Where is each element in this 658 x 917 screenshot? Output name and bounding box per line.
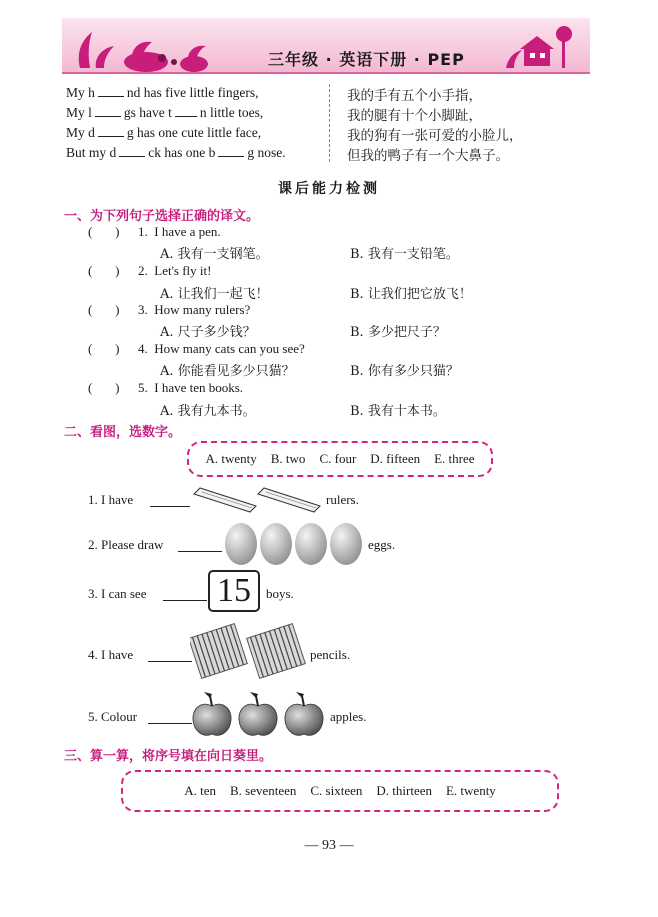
header-underline (62, 72, 590, 74)
item5-answer-blank[interactable] (148, 722, 192, 724)
option-a: A. ten (184, 783, 216, 798)
egg-icon (225, 523, 257, 565)
item2-pre: 2. Please draw (88, 537, 164, 552)
q5-bracket[interactable]: ( ) (88, 380, 120, 395)
part3-options-box (121, 770, 559, 812)
item4-answer-blank[interactable] (148, 660, 192, 662)
apple-icon (239, 692, 277, 735)
part3-heading: 三、算一算，将序号填在向日葵里。 (64, 749, 273, 764)
part1-heading: 一、为下列句子选择正确的译文。 (64, 209, 260, 224)
apple-icon (285, 692, 323, 735)
section-title: 课后能力检测 (278, 181, 380, 197)
q1-option-a[interactable]: A. 我有一支钢笔。 (160, 247, 269, 262)
option-c: C. sixteen (310, 783, 363, 798)
q2-text: 2. Let's fly it! (138, 263, 212, 278)
q3-option-b[interactable]: B. 多少把尺子？ (350, 325, 446, 340)
header-title: 三年级 · 英语下册 · PEP (268, 50, 465, 69)
poem-divider (329, 84, 330, 162)
apple-icon (193, 692, 231, 735)
ruler-pictures (192, 486, 322, 514)
poem-line-4: But my d ck has one b g nose. (66, 145, 286, 160)
item5-post: apples. (330, 709, 367, 724)
item1-post: rulers. (326, 492, 359, 507)
option-e: E. three (434, 451, 475, 466)
number-card: 15 (208, 570, 260, 612)
pencil-bundle-icon (247, 624, 306, 679)
item2-post: eggs. (368, 537, 396, 552)
pencil-bundle-pictures (190, 622, 306, 680)
q5-option-b[interactable]: B. 我有十本书。 (350, 404, 446, 419)
q1-option-b[interactable]: B. 我有一支铅笔。 (350, 247, 459, 262)
egg-pictures (224, 522, 366, 566)
option-b: B. seventeen (229, 783, 297, 798)
option-c: C. four (319, 451, 357, 466)
egg-icon (295, 523, 327, 565)
poem-line-1: My h nd has five little fingers, (66, 85, 259, 100)
q4-option-b[interactable]: B. 你有多少只猫？ (350, 364, 459, 379)
part2-heading: 二、看图，选数字。 (64, 425, 182, 440)
item1-answer-blank[interactable] (150, 505, 190, 507)
q5-option-a[interactable]: A. 我有九本书。 (160, 404, 256, 419)
option-b: B. two (270, 451, 306, 466)
item3-answer-blank[interactable] (163, 599, 207, 601)
poem-zh-line-3: 我的狗有一张可爱的小脸儿， (347, 128, 523, 144)
option-d: D. thirteen (376, 783, 432, 798)
item4-pre: 4. I have (88, 647, 134, 662)
poem-line-3: My d g has one cute little face, (66, 125, 262, 140)
egg-icon (330, 523, 362, 565)
page-number: — 93 — (304, 838, 354, 853)
q3-option-a[interactable]: A. 尺子多少钱？ (160, 325, 256, 340)
poem-zh-line-1: 我的手有五个小手指， (347, 88, 482, 104)
poem-line-2: My l gs have t n little toes, (66, 105, 264, 120)
q1-text: 1. I have a pen. (138, 224, 221, 239)
egg-icon (260, 523, 292, 565)
q4-bracket[interactable]: ( ) (88, 341, 120, 356)
option-e: E. twenty (445, 783, 496, 798)
option-a: A. twenty (205, 451, 257, 466)
option-d: D. fifteen (370, 451, 421, 466)
item1-pre: 1. I have (88, 492, 134, 507)
item4-post: pencils. (310, 647, 351, 662)
item3-pre: 3. I can see (88, 586, 147, 601)
item2-answer-blank[interactable] (178, 550, 222, 552)
q3-text: 3. How many rulers? (138, 302, 251, 317)
poem-zh-line-4: 但我的鸭子有一个大鼻子。 (347, 148, 509, 164)
poem-zh-line-2: 我的腿有十个小脚趾， (347, 108, 482, 124)
q1-bracket[interactable]: ( ) (88, 224, 120, 239)
q3-bracket[interactable]: ( ) (88, 302, 120, 317)
q2-bracket[interactable]: ( ) (88, 263, 120, 278)
q5-text: 5. I have ten books. (138, 380, 244, 395)
q2-option-a[interactable]: A. 让我们一起飞！ (160, 287, 269, 302)
item3-post: boys. (266, 586, 294, 601)
ruler-icon (194, 488, 256, 512)
pencil-bundle-icon (190, 624, 247, 679)
apple-pictures (190, 690, 328, 740)
item5-pre: 5. Colour (88, 709, 138, 724)
ruler-icon (258, 488, 320, 512)
q4-text: 4. How many cats can you see? (138, 341, 305, 356)
q2-option-b[interactable]: B. 让我们把它放飞！ (350, 287, 472, 302)
part2-options-box (187, 441, 493, 477)
q4-option-a[interactable]: A. 你能看见多少只猫？ (160, 364, 295, 379)
